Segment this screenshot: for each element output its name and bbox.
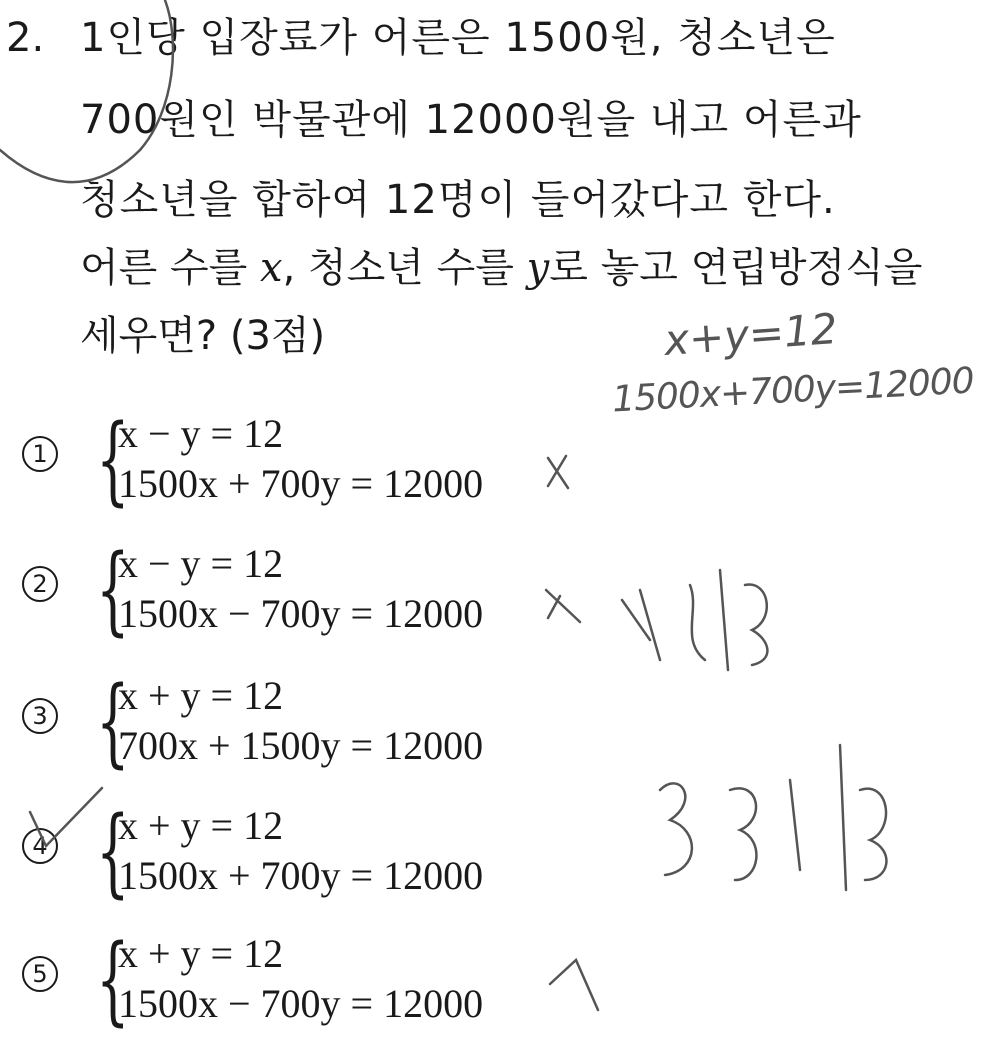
handwritten-note-2: 1500x+700y=12000 <box>611 360 975 421</box>
equation-1: x + y = 12 <box>118 673 284 718</box>
scribble-calc-1-icon <box>622 570 767 670</box>
equation-1: x − y = 12 <box>118 541 284 586</box>
choice-marker: 4 <box>22 828 58 864</box>
equation-1: x + y = 12 <box>118 803 284 848</box>
equation-2: 1500x − 700y = 12000 <box>118 591 484 636</box>
x-mark-icon <box>546 590 580 622</box>
line4-part-c: 로 놓고 연립방정식을 <box>549 245 923 291</box>
equation-2: 700x + 1500y = 12000 <box>118 723 484 768</box>
equation-2: 1500x + 700y = 12000 <box>118 461 484 506</box>
question-line-4 <box>80 245 923 291</box>
choice-marker: 1 <box>22 436 58 472</box>
brace-icon: { <box>96 666 130 778</box>
x-mark-icon <box>550 960 598 1010</box>
line4-part-a: 어른 수를 <box>80 245 260 291</box>
brace-icon: { <box>96 404 130 516</box>
question-line-1: 1인당 입장료가 어른은 1500원, 청소년은 <box>80 15 836 61</box>
choice-marker: 5 <box>22 956 58 992</box>
brace-icon: { <box>96 924 130 1036</box>
question-line-2: 700원인 박물관에 12000원을 내고 어른과 <box>80 97 862 143</box>
equation-2: 1500x + 700y = 12000 <box>118 853 484 898</box>
question-line-5: 세우면? (3점) <box>80 313 326 359</box>
equation-1: x + y = 12 <box>118 931 284 976</box>
choice-marker: 2 <box>22 566 58 602</box>
question-number: 2. <box>6 15 45 61</box>
scribble-calc-2-icon <box>660 745 886 890</box>
choice-marker: 3 <box>22 698 58 734</box>
brace-icon: { <box>96 534 130 646</box>
handwritten-note-1: x+y=12 <box>662 304 840 365</box>
var-x: x <box>260 245 283 291</box>
question-line-3: 청소년을 합하여 12명이 들어갔다고 한다. <box>80 177 836 223</box>
brace-icon: { <box>96 796 130 908</box>
x-mark-icon <box>548 456 568 488</box>
equation-1: x − y = 12 <box>118 411 284 456</box>
var-y: y <box>526 245 550 291</box>
equation-2: 1500x − 700y = 12000 <box>118 981 484 1026</box>
line4-part-b: , 청소년 수를 <box>282 245 527 291</box>
